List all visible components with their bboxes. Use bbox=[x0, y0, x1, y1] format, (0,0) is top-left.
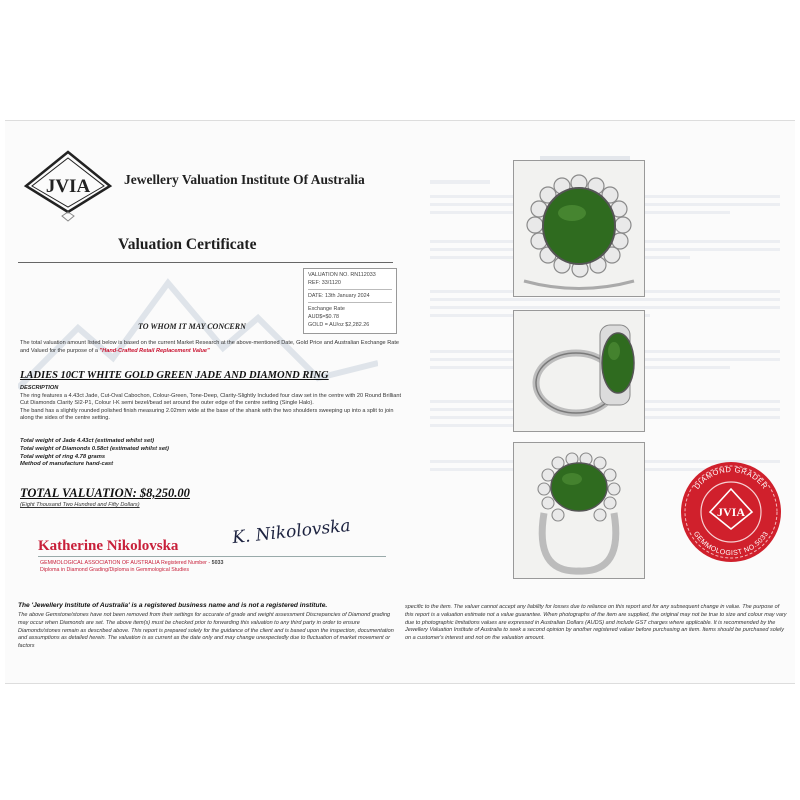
svg-text:DIAMOND GRADER: DIAMOND GRADER bbox=[692, 464, 770, 491]
item-title: LADIES 10CT WHITE GOLD GREEN JADE AND DIAMOND RING bbox=[20, 370, 329, 381]
ring-photo-side bbox=[513, 310, 645, 432]
certificate-title: Valuation Certificate bbox=[118, 236, 257, 253]
weight-diamonds: Total weight of Diamonds 0.58ct (estimated whilst set) bbox=[20, 445, 169, 452]
description-paragraph: The band has a slightly rounded polished finish measuring 2.02mm wide at the base of the shank with the two shoulders sweeping up into a split to join along the sides of the centre setting. bbox=[20, 407, 394, 422]
valuation-purpose: "Hand-Crafted Retail Replacement Value" bbox=[99, 347, 210, 354]
association-line: GEMMOLOGICAL ASSOCIATION OF AUSTRALIA Registered Number - bbox=[40, 560, 211, 566]
valuation-number: VALUATION NO. RN112033 bbox=[308, 272, 376, 278]
footer-title: The 'Jewellery Institute of Australia' is a registered business name and is not a registered institute. bbox=[18, 602, 328, 609]
title-divider bbox=[18, 262, 393, 263]
salutation: TO WHOM IT MAY CONCERN bbox=[138, 322, 246, 331]
exchange-rate: AUD$=$0.78 bbox=[308, 314, 340, 320]
jvia-seal-icon bbox=[676, 457, 786, 567]
description-label: DESCRIPTION bbox=[20, 385, 59, 391]
weight-jade: Total weight of Jade 4.43ct (estimated whilst set) bbox=[20, 438, 155, 444]
valuer-credentials bbox=[40, 560, 223, 574]
weight-ring: Total weight of ring 4.78 grams bbox=[20, 453, 106, 460]
ring-photo-top bbox=[513, 160, 645, 297]
valuation-date: DATE: 13th January 2024 bbox=[308, 293, 370, 299]
intro-paragraph bbox=[20, 340, 405, 355]
footer-disclaimer-right: specific to the item. The valuer cannot accept any liability for losses due to reliance on this report and for any subsequent change in value. The purpose of this report is a valuation estimate not a value guarantee. When photographs of the item are supplied, the original may not be true to size and colour may vary due to photographic limitations values are expressed in Australian Dollars (AUDS) and include GST charges where applicable. It is recommended by the Jewellery Valuation Institute of Australia to seek a second opinion by another registered valuer before purchasing an item. Items should be purchased solely on a customer's interest and not on the valuation amount. bbox=[405, 604, 787, 642]
total-valuation: TOTAL VALUATION: $8,250.00 bbox=[20, 486, 190, 500]
jvia-logo-icon bbox=[22, 150, 114, 222]
exchange-rate-label: Exchange Rate bbox=[308, 306, 345, 312]
signature-line bbox=[38, 556, 386, 557]
valuation-details-box bbox=[303, 268, 397, 334]
ring-top-view-icon bbox=[514, 161, 644, 296]
weights-list bbox=[20, 438, 169, 469]
total-valuation-words: (Eight Thousand Two Hundred and Fifty Dollars) bbox=[20, 502, 140, 508]
description-paragraph: The ring features a 4.43ct Jade, Cut-Oval Cabochon, Colour-Green, Tone-Deep, Clarity-Slightly Included four claw set in the centre with 20 Round Brilliant Cut Diamonds Clarity SI2-P1, Colour I-K semi bezel/bead set around the outer edge of the centre setting (Single Halo). bbox=[20, 393, 402, 407]
svg-text:GEMMOLOGIST NO.5033: GEMMOLOGIST NO.5033 bbox=[691, 530, 771, 558]
ring-photo-front bbox=[513, 442, 645, 579]
gold-rate: GOLD = AU/oz $2,282.26 bbox=[308, 322, 370, 328]
svg-text:JVIA: JVIA bbox=[45, 176, 91, 197]
manufacture-method: Method of manufacture hand-cast bbox=[20, 461, 114, 468]
footer-disclaimer-left: The above Gemstone/stones have not been removed from their settings for accurate of grade and weight assessment Discrepancies of Diamond grading may occur when Diamonds are set. The above item(s) must be checked prior to forwarding this valuation to any third party in order to ensure Diamonds/stones remain as described above. This report is prepared solely for the guidance of the client and is based upon the inspection, documentation and assumptions as detailed herein. The valuation is as current as the date only and may change unexpectedly due to fluctuation of market movement or factors bbox=[18, 612, 394, 650]
valuer-signature: K. Nikolovska bbox=[231, 515, 352, 549]
intro-text: The total valuation amount listed below is based on the current Market Research at the above-mentioned Date, Gold Price and Australian Exchange Rate and Valued for the purpose of a bbox=[20, 340, 400, 354]
svg-text:JVIA: JVIA bbox=[716, 505, 746, 519]
diploma-line: Diploma in Diamond Grading/Diploma in Gemmological Studies bbox=[40, 567, 189, 573]
reference-number: REF: 33/1120 bbox=[308, 280, 341, 286]
organization-name: Jewellery Valuation Institute Of Australia bbox=[124, 172, 365, 187]
valuer-name: Katherine Nikolovska bbox=[38, 538, 179, 554]
ring-side-view-icon bbox=[514, 311, 644, 431]
registration-number: 5033 bbox=[211, 560, 224, 566]
item-description bbox=[20, 393, 408, 423]
ring-front-view-icon bbox=[514, 443, 644, 578]
